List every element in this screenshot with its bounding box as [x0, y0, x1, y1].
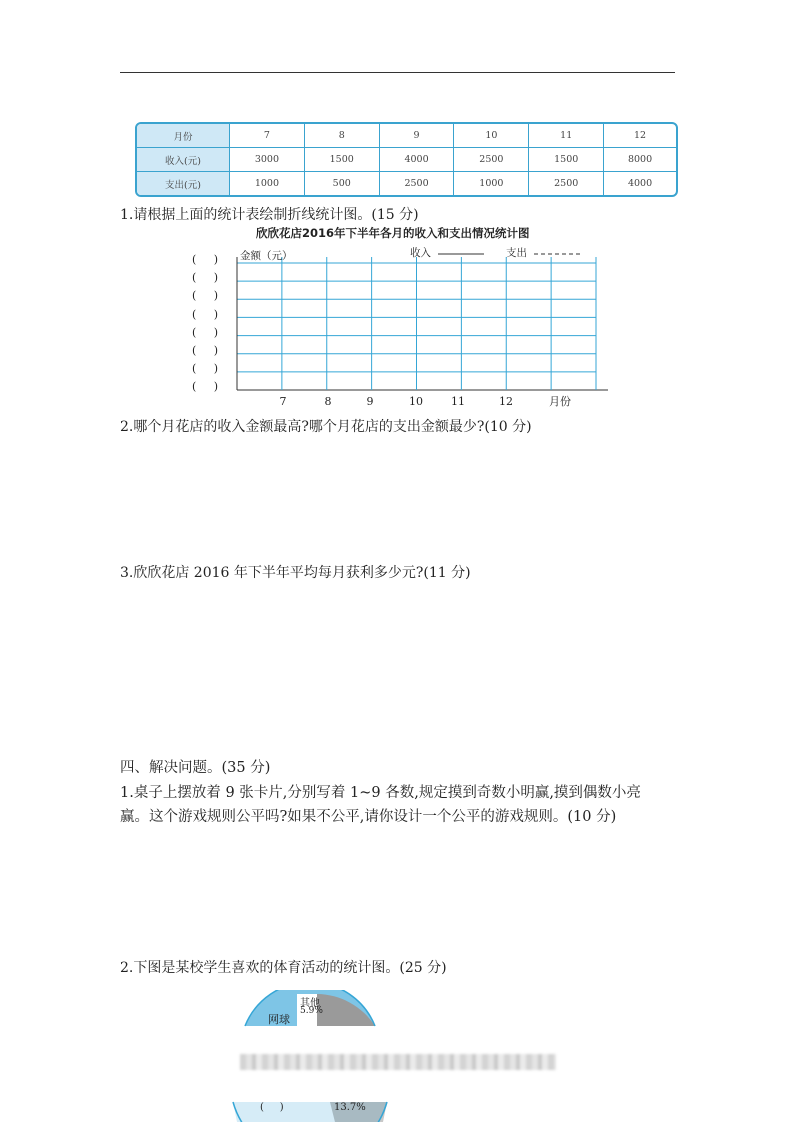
- x-tick-label: 11: [451, 395, 465, 408]
- x-tick-label: 12: [499, 395, 513, 408]
- table-row: [137, 124, 676, 148]
- table-cell: 8000: [604, 148, 676, 172]
- table-cell: 12: [604, 124, 676, 148]
- pie-label-other-pct: 5.9%: [300, 1006, 323, 1016]
- y-tick-label: ( ): [192, 344, 219, 357]
- income-expense-table: [135, 122, 678, 197]
- pie-label-other: 其他: [300, 998, 320, 1009]
- question-2: 2.哪个月花店的收入金额最高?哪个月花店的支出金额最少?(10 分): [120, 419, 532, 435]
- y-tick-label: ( ): [192, 380, 219, 394]
- table-cell: 9: [380, 124, 455, 148]
- section-4-problem-1-line-1: 1.桌子上摆放着 9 张卡片,分别写着 1~9 各数,规定摸到奇数小明赢,摸到偶数小亮: [120, 785, 641, 801]
- y-tick-label: ( ): [192, 362, 219, 376]
- legend-solid-line: [438, 250, 484, 256]
- y-tick-label: ( ): [192, 289, 219, 303]
- table-cell: 500: [305, 172, 380, 195]
- table-cell: 3000: [230, 148, 305, 172]
- table-row: [137, 172, 676, 195]
- x-axis-label: 月份: [549, 395, 571, 408]
- pie-label-blank: ( ): [260, 1102, 284, 1113]
- legend-expense: [506, 245, 580, 260]
- table-header-cell: 支出(元): [137, 172, 230, 195]
- pie-label-tennis: 网球: [268, 1013, 290, 1026]
- table-cell: 1000: [230, 172, 305, 195]
- table-cell: 2500: [380, 172, 455, 195]
- y-tick-label: ( ): [192, 325, 219, 339]
- y-tick-label: ( ): [192, 307, 219, 321]
- table-header-cell: 月份: [137, 124, 230, 148]
- x-axis-ticks: [280, 395, 572, 408]
- x-tick-label: 10: [409, 395, 423, 408]
- table-cell: 1500: [305, 148, 380, 172]
- table-header-cell: 收入(元): [137, 148, 230, 172]
- legend-income-label: 收入: [410, 247, 431, 259]
- y-tick-label: ( ): [192, 271, 219, 285]
- x-tick-label: 7: [279, 395, 287, 408]
- table-cell: 2500: [454, 148, 529, 172]
- question-3: 3.欣欣花店 2016 年下半年平均每月获利多少元?(11 分): [120, 565, 471, 581]
- table-cell: 11: [529, 124, 604, 148]
- table-cell: 1000: [454, 172, 529, 195]
- table-cell: 4000: [380, 148, 455, 172]
- table-cell: 4000: [627, 178, 653, 189]
- line-chart: [230, 243, 620, 408]
- table-cell: 7: [230, 124, 305, 148]
- x-tick-label: 9: [366, 395, 374, 408]
- table-row: [137, 148, 676, 172]
- section-4-title: 四、解决问题。(35 分): [120, 760, 271, 776]
- table-cell: 2500: [529, 172, 604, 195]
- section-4-problem-2: 2.下图是某校学生喜欢的体育活动的统计图。(25 分): [120, 960, 447, 976]
- legend-income: [410, 245, 484, 260]
- chart-grid: [237, 257, 608, 390]
- x-tick-label: 8: [324, 395, 332, 408]
- top-rule: [120, 72, 675, 73]
- pie-label-pct-bottom: 13.7%: [334, 1102, 366, 1113]
- table-cell: 8: [305, 124, 380, 148]
- legend-dashed-line: [534, 250, 580, 256]
- y-axis-label: 金额（元）: [240, 250, 293, 262]
- blurred-text-region: [240, 1054, 556, 1070]
- section-4-problem-1-line-2: 赢。这个游戏规则公平吗?如果不公平,请你设计一个公平的游戏规则。(10 分): [120, 809, 617, 825]
- pie-bottom-blank: [233, 1102, 335, 1122]
- legend-expense-label: 支出: [506, 247, 527, 259]
- table-cell: 10: [454, 124, 529, 148]
- y-tick-label: ( ): [192, 253, 219, 266]
- table-cell: 1500: [529, 148, 604, 172]
- chart-title: 欣欣花店2016年下半年各月的收入和支出情况统计图: [256, 226, 530, 240]
- question-1: 1.请根据上面的统计表绘制折线统计图。(15 分): [120, 207, 419, 223]
